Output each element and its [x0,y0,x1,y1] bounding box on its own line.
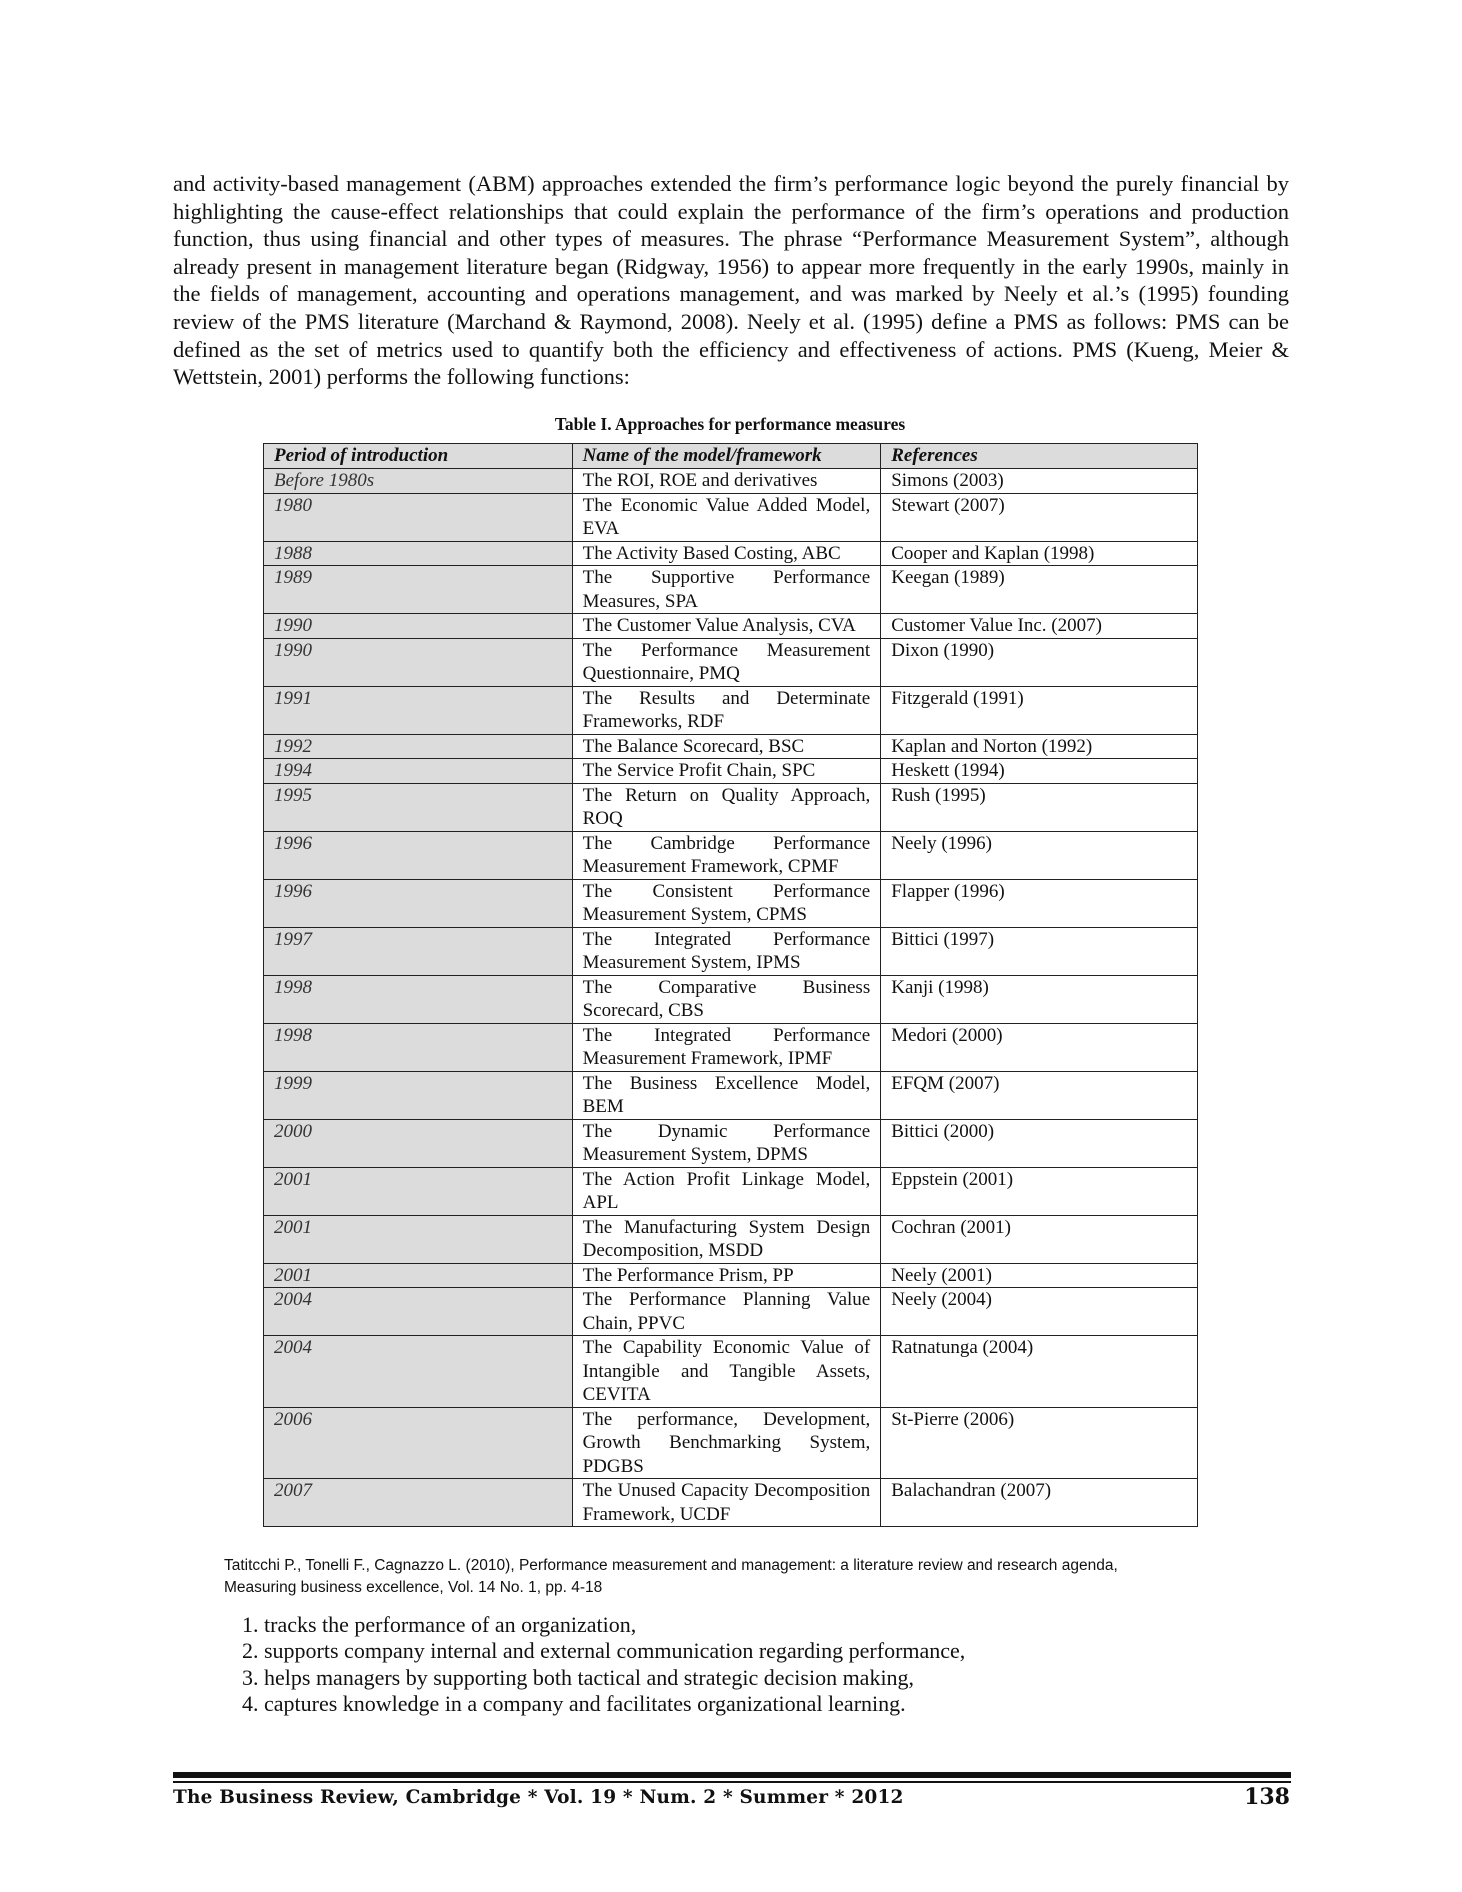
period-cell: 2004 [264,1288,573,1336]
table-row [264,1119,1198,1167]
footer-journal-info: The Business Review, Cambridge * Vol. 19 * Num. 2 * Summer * 2012 [173,1787,904,1808]
header-references: References [881,444,1198,469]
reference-cell: Neely (2004) [881,1288,1198,1336]
reference-cell: Fitzgerald (1991) [881,686,1198,734]
model-cell: The Customer Value Analysis, CVA [572,614,881,639]
period-cell: 1989 [264,566,573,614]
table-row [264,831,1198,879]
source-line-1: Tatitcchi P., Tonelli F., Cagnazzo L. (2010), Performance measurement and management: a literature review and research agenda, [224,1557,1118,1574]
table-row [264,614,1198,639]
table-row [264,879,1198,927]
header-model: Name of the model/framework [572,444,881,469]
table-row [264,975,1198,1023]
period-cell: 1988 [264,541,573,566]
pms-functions-list [196,1612,965,1717]
period-cell: 1995 [264,783,573,831]
table-row [264,1215,1198,1263]
table-row [264,759,1198,784]
model-cell: The Performance Planning Value Chain, PPVC [572,1288,881,1336]
source-line-2: Measuring business excellence, Vol. 14 No. 1, pp. 4-18 [224,1579,603,1596]
table-row [264,783,1198,831]
list-item: 4. captures knowledge in a company and facilitates organizational learning. [264,1691,965,1717]
period-cell: 1994 [264,759,573,784]
reference-cell: Balachandran (2007) [881,1479,1198,1527]
model-cell: The Supportive Performance Measures, SPA [572,566,881,614]
reference-cell: Heskett (1994) [881,759,1198,784]
period-cell: 1992 [264,734,573,759]
list-item: 1. tracks the performance of an organization, [264,1612,965,1638]
reference-cell: EFQM (2007) [881,1071,1198,1119]
model-cell: The Cambridge Performance Measurement Framework, CPMF [572,831,881,879]
list-item: 2. supports company internal and external communication regarding performance, [264,1638,965,1664]
period-cell: 1991 [264,686,573,734]
period-cell: 1980 [264,493,573,541]
model-cell: The Performance Measurement Questionnaire, PMQ [572,638,881,686]
reference-cell: Cochran (2001) [881,1215,1198,1263]
table-header-row [264,444,1198,469]
reference-cell: Keegan (1989) [881,566,1198,614]
table-row [264,541,1198,566]
period-cell: 2001 [264,1167,573,1215]
table-row [264,1263,1198,1288]
model-cell: The Business Excellence Model, BEM [572,1071,881,1119]
period-cell: 2001 [264,1215,573,1263]
model-cell: The Service Profit Chain, SPC [572,759,881,784]
reference-cell: Dixon (1990) [881,638,1198,686]
model-cell: The Integrated Performance Measurement System, IPMS [572,927,881,975]
period-cell: 1996 [264,879,573,927]
model-cell: The Economic Value Added Model, EVA [572,493,881,541]
table-source-note [224,1555,1234,1599]
reference-cell: Rush (1995) [881,783,1198,831]
table-row [264,927,1198,975]
table-row [264,734,1198,759]
model-cell: The Manufacturing System Design Decomposition, MSDD [572,1215,881,1263]
model-cell: The Results and Determinate Frameworks, RDF [572,686,881,734]
period-cell: 2001 [264,1263,573,1288]
table-row [264,1407,1198,1479]
footer-divider-thin [173,1781,1291,1783]
period-cell: 2004 [264,1336,573,1408]
model-cell: The performance, Development, Growth Benchmarking System, PDGBS [572,1407,881,1479]
period-cell: 1996 [264,831,573,879]
model-cell: The Balance Scorecard, BSC [572,734,881,759]
reference-cell: Kanji (1998) [881,975,1198,1023]
list-item: 3. helps managers by supporting both tactical and strategic decision making, [264,1665,965,1691]
page-number: 138 [1244,1784,1290,1810]
reference-cell: Neely (2001) [881,1263,1198,1288]
model-cell: The Comparative Business Scorecard, CBS [572,975,881,1023]
approaches-table [263,443,1198,1527]
period-cell: 1999 [264,1071,573,1119]
period-cell: 1990 [264,638,573,686]
model-cell: The Action Profit Linkage Model, APL [572,1167,881,1215]
table-row [264,566,1198,614]
model-cell: The Capability Economic Value of Intangible and Tangible Assets, CEVITA [572,1336,881,1408]
model-cell: The Activity Based Costing, ABC [572,541,881,566]
reference-cell: Eppstein (2001) [881,1167,1198,1215]
reference-cell: Stewart (2007) [881,493,1198,541]
period-cell: 2007 [264,1479,573,1527]
period-cell: 1990 [264,614,573,639]
model-cell: The Return on Quality Approach, ROQ [572,783,881,831]
footer-divider-thick [173,1772,1291,1778]
table-row [264,1479,1198,1527]
reference-cell: Medori (2000) [881,1023,1198,1071]
model-cell: The Dynamic Performance Measurement System, DPMS [572,1119,881,1167]
period-cell: 1997 [264,927,573,975]
table-row [264,686,1198,734]
table-row [264,1023,1198,1071]
model-cell: The ROI, ROE and derivatives [572,469,881,494]
table-row [264,1288,1198,1336]
model-cell: The Unused Capacity Decomposition Framework, UCDF [572,1479,881,1527]
reference-cell: Kaplan and Norton (1992) [881,734,1198,759]
table-row [264,1336,1198,1408]
reference-cell: Customer Value Inc. (2007) [881,614,1198,639]
reference-cell: Ratnatunga (2004) [881,1336,1198,1408]
reference-cell: Flapper (1996) [881,879,1198,927]
reference-cell: Simons (2003) [881,469,1198,494]
table-row [264,1167,1198,1215]
table-row [264,493,1198,541]
model-cell: The Performance Prism, PP [572,1263,881,1288]
table-caption: Table I. Approaches for performance measures [554,414,906,434]
period-cell: 1998 [264,1023,573,1071]
period-cell: 2006 [264,1407,573,1479]
reference-cell: Cooper and Kaplan (1998) [881,541,1198,566]
table-row [264,469,1198,494]
model-cell: The Consistent Performance Measurement System, CPMS [572,879,881,927]
period-cell: Before 1980s [264,469,573,494]
table-row [264,1071,1198,1119]
body-paragraph: and activity-based management (ABM) approaches extended the firm’s performance logic beyond the purely financial by highlighting the cause-effect relationships that could explain the performance of the firm’s operations and production function, thus using financial and other types of measures. The phrase “Performance Measurement System”, although already present in management literature began (Ridgway, 1956) to appear more frequently in the early 1990s, mainly in the fields of management, accounting and operations management, and was marked by Neely et al.’s (1995) founding review of the PMS literature (Marchand & Raymond, 2008). Neely et al. (1995) define a PMS as follows: PMS can be defined as the set of metrics used to quantify both the efficiency and effectiveness of actions. PMS (Kueng, Meier & Wettstein, 2001) performs the following functions: [173,171,1289,390]
reference-cell: Bittici (1997) [881,927,1198,975]
reference-cell: St-Pierre (2006) [881,1407,1198,1479]
reference-cell: Bittici (2000) [881,1119,1198,1167]
table-row [264,638,1198,686]
model-cell: The Integrated Performance Measurement Framework, IPMF [572,1023,881,1071]
reference-cell: Neely (1996) [881,831,1198,879]
period-cell: 1998 [264,975,573,1023]
period-cell: 2000 [264,1119,573,1167]
header-period: Period of introduction [264,444,573,469]
